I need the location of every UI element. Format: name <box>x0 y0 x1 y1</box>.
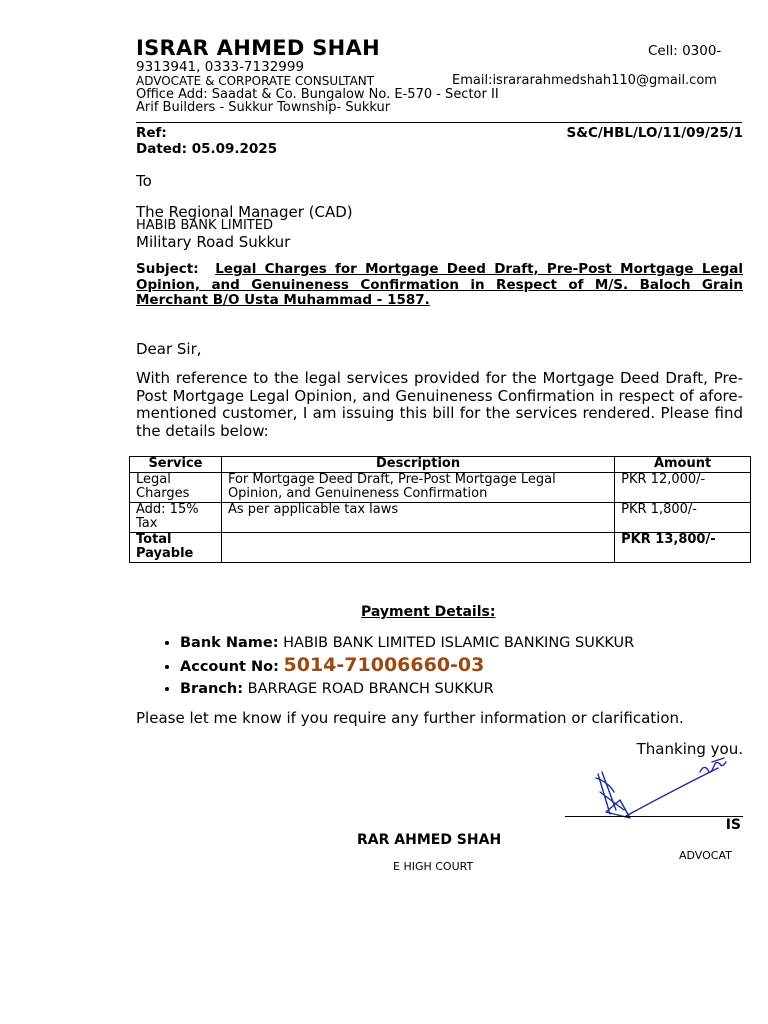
bank-name-label: Bank Name: <box>180 635 279 651</box>
payment-details-title: Payment Details: <box>361 604 496 620</box>
office-address-line2: Arif Builders - Sukkur Township- Sukkur <box>136 100 391 115</box>
table-row <box>130 502 751 532</box>
amount-cell: PKR 13,800/- <box>615 532 751 562</box>
ref-number: S&C/HBL/LO/11/09/25/1 <box>566 125 743 141</box>
table-row-total <box>130 532 751 562</box>
service-cell: Legal Charges <box>130 472 222 502</box>
payment-details-list <box>160 632 634 700</box>
bill-table <box>129 456 751 563</box>
branch-value: BARRAGE ROAD BRANCH SUKKUR <box>247 681 494 697</box>
description-cell: As per applicable tax laws <box>221 502 614 532</box>
cell-number: Cell: 0300- <box>648 43 722 59</box>
signatory-initials: IS <box>725 817 741 833</box>
description-cell <box>221 532 614 562</box>
date-line: Dated: 05.09.2025 <box>136 141 278 157</box>
signature-line <box>565 816 743 817</box>
salutation: Dear Sir, <box>136 340 202 358</box>
thanks-line: Thanking you. <box>636 740 743 758</box>
account-number: 5014-71006660-03 <box>283 654 485 676</box>
branch-label: Branch: <box>180 681 244 697</box>
recipient-title: The Regional Manager (CAD) <box>136 203 353 221</box>
subject-text: Legal Charges for Mortgage Deed Draft, Pre-Post Mortgage Legal Opinion, and Genuineness Confirmation in Respect of M/S. Baloch Grain Merchant B/O Usta Muhammad - 1587. <box>136 261 743 308</box>
subject-line <box>136 262 743 309</box>
recipient-address: Military Road Sukkur <box>136 233 291 251</box>
list-item <box>180 632 634 654</box>
amount-cell: PKR 12,000/- <box>615 472 751 502</box>
bank-name-value: HABIB BANK LIMITED ISLAMIC BANKING SUKKUR <box>283 635 635 651</box>
office-address: Office Add: Saadat & Co. Bungalow No. E-570 - Sector II <box>136 87 499 102</box>
signature-image <box>590 752 750 824</box>
email-address: Email:isrararahmedshah110@gmail.com <box>452 73 717 88</box>
header-amount: Amount <box>615 457 751 473</box>
header-service: Service <box>130 457 222 473</box>
amount-cell: PKR 1,800/- <box>615 502 751 532</box>
signatory-court: E HIGH COURT <box>393 860 474 873</box>
letterhead-divider <box>136 122 742 123</box>
recipient-bank: HABIB BANK LIMITED <box>136 218 273 233</box>
phone-numbers: 9313941, 0333-7132999 <box>136 59 305 75</box>
service-cell: Add: 15% Tax <box>130 502 222 532</box>
professional-title: ADVOCATE & CORPORATE CONSULTANT <box>136 74 375 88</box>
ref-label: Ref: <box>136 125 167 141</box>
body-paragraph: With reference to the legal services provided for the Mortgage Deed Draft, Pre-Post Mortgage Legal Opinion, and Genuineness Confirmation in respect of afore-mentioned customer, I am issuing this bill for the services rendered. Please find the details below: <box>136 369 743 440</box>
list-item <box>180 654 634 678</box>
service-cell: Total Payable <box>130 532 222 562</box>
subject-label: Subject: <box>136 261 199 277</box>
list-item <box>180 678 634 700</box>
to-label: To <box>136 172 152 190</box>
letterhead-name: ISRAR AHMED SHAH <box>136 36 380 60</box>
account-no-label: Account No: <box>180 659 279 675</box>
header-description: Description <box>221 457 614 473</box>
description-cell: For Mortgage Deed Draft, Pre-Post Mortgage Legal Opinion, and Genuineness Confirmation <box>221 472 614 502</box>
table-row <box>130 472 751 502</box>
signatory-name: RAR AHMED SHAH <box>357 832 502 848</box>
closing-request: Please let me know if you require any further information or clarification. <box>136 709 684 727</box>
signatory-title: ADVOCAT <box>679 849 732 862</box>
table-header-row <box>130 457 751 473</box>
